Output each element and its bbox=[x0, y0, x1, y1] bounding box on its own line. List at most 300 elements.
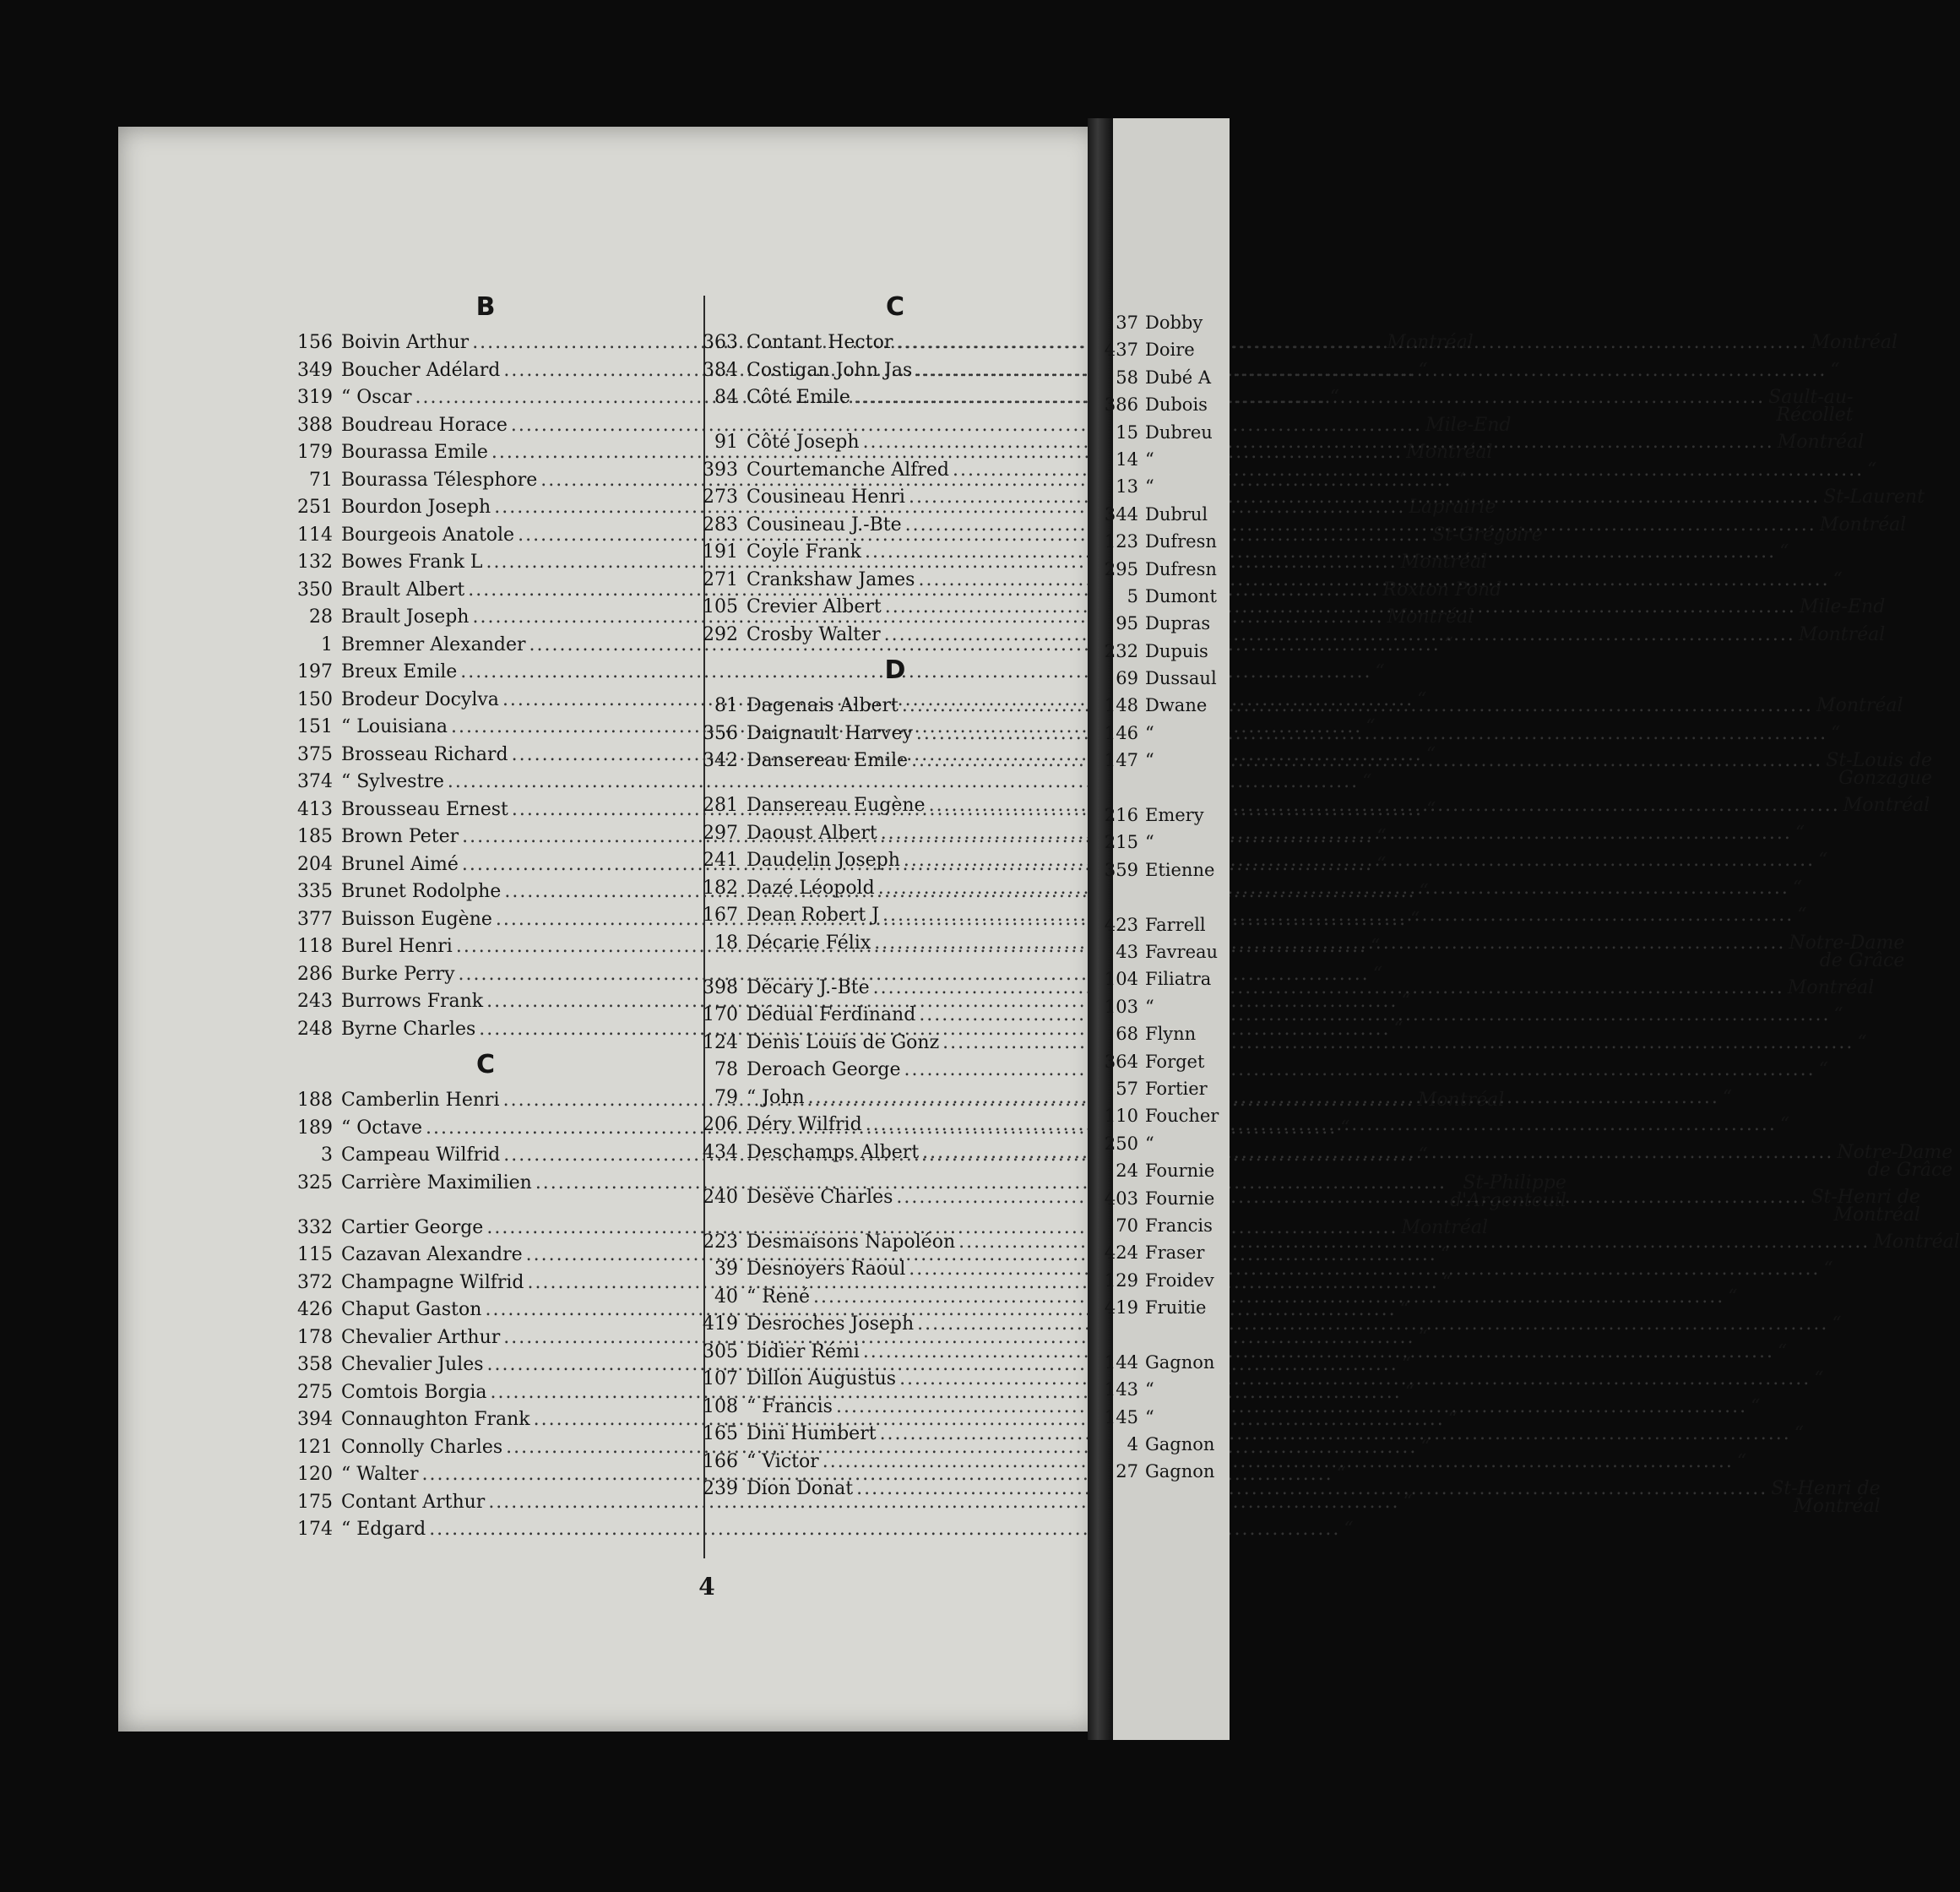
entry-name: “ Victor bbox=[747, 1450, 819, 1472]
list-item bbox=[1096, 556, 1219, 583]
entry-number: 151 bbox=[297, 716, 333, 737]
entry-name: Desève Charles bbox=[747, 1186, 893, 1208]
entry-place-line1: “ bbox=[1362, 771, 1372, 792]
leader-dots bbox=[902, 693, 1813, 720]
entry-place-line1: “ bbox=[1830, 359, 1840, 381]
leader-dots bbox=[905, 512, 1816, 540]
entry-place-line1: “ bbox=[1420, 1436, 1431, 1458]
entry-number: 275 bbox=[297, 1381, 333, 1403]
entry-name: Dobby bbox=[1145, 313, 1203, 333]
entry-place bbox=[1819, 1057, 1828, 1085]
entry-number: 386 bbox=[1104, 394, 1138, 416]
entry-name: Dubreu bbox=[1145, 421, 1213, 443]
entry-name: Deroach George bbox=[747, 1059, 901, 1080]
entry-place bbox=[1834, 1002, 1843, 1030]
entry-place bbox=[1793, 875, 1802, 903]
entry-name: “ bbox=[1145, 750, 1154, 771]
entry-place-line1: St-Henri de bbox=[1811, 1186, 1920, 1208]
entry-number: 384 bbox=[703, 359, 738, 381]
list-item bbox=[1096, 1458, 1219, 1485]
entry-place bbox=[1780, 1112, 1789, 1139]
entry-number: 216 bbox=[1104, 805, 1138, 826]
entry-name: “ bbox=[1145, 476, 1154, 497]
entry-number: 14 bbox=[1116, 449, 1138, 470]
leader-dots bbox=[885, 594, 1796, 622]
entry-place-line1: Mile-End bbox=[1799, 596, 1886, 617]
entry-name: Flynn bbox=[1145, 1024, 1197, 1045]
entry-name: Desroches Joseph bbox=[747, 1313, 915, 1335]
entry-number: 110 bbox=[1104, 1106, 1138, 1127]
entry-number: 37 bbox=[1116, 313, 1138, 333]
entry-number: 95 bbox=[1116, 613, 1138, 634]
entry-name: Dédual Ferdinand bbox=[747, 1004, 916, 1025]
entry-place bbox=[1795, 820, 1805, 848]
entry-number: 40 bbox=[714, 1286, 738, 1308]
entry-name: “ Edgard bbox=[341, 1519, 426, 1540]
leader-dots bbox=[881, 820, 1792, 848]
entry-name: Burrows Frank bbox=[341, 991, 484, 1012]
leader-dots bbox=[919, 1002, 1830, 1030]
entry-number: 182 bbox=[703, 877, 738, 899]
entry-number: 204 bbox=[297, 853, 333, 875]
entry-place-line1: Montréal bbox=[1798, 623, 1886, 645]
entry-number: 191 bbox=[703, 541, 738, 563]
entry-name: Desmaisons Napoléon bbox=[747, 1231, 956, 1253]
entry-place-line1: “ bbox=[1401, 991, 1411, 1012]
entry-place-line1: “ bbox=[1365, 716, 1376, 737]
list-item bbox=[1096, 1157, 1219, 1184]
entry-place-line1: “ bbox=[1867, 459, 1877, 481]
entry-name: Boucher Adélard bbox=[341, 359, 501, 381]
entry-name: Cazavan Alexandre bbox=[341, 1244, 523, 1265]
entry-number: 232 bbox=[1104, 640, 1138, 661]
leader-dots bbox=[917, 1311, 1828, 1339]
entry-place bbox=[1831, 720, 1840, 748]
entry-place-line1: “ bbox=[1797, 905, 1807, 926]
entry-name: Dini Humbert bbox=[747, 1423, 877, 1444]
leader-dots bbox=[854, 384, 1765, 412]
list-item bbox=[1096, 1212, 1219, 1239]
entry-name: Dubois bbox=[1145, 394, 1208, 416]
entry-number: 28 bbox=[309, 606, 333, 628]
entry-number: 144 bbox=[1104, 1351, 1138, 1373]
page-number: 4 bbox=[698, 1573, 715, 1601]
entry-number: 91 bbox=[714, 432, 738, 453]
entry-number: 69 bbox=[1116, 668, 1138, 689]
leader-dots bbox=[866, 1112, 1777, 1139]
list-item bbox=[1096, 309, 1219, 336]
entry-number: 13 bbox=[1116, 476, 1138, 497]
list-item bbox=[1096, 1185, 1219, 1212]
entry-number: 273 bbox=[703, 487, 738, 508]
entry-name: Bourgeois Anatole bbox=[341, 524, 515, 546]
list-item bbox=[1096, 883, 1219, 911]
list-item bbox=[287, 1489, 1413, 1517]
entry-name: Chevalier Jules bbox=[341, 1354, 484, 1375]
entry-number: 27 bbox=[1116, 1461, 1138, 1482]
entry-place bbox=[1788, 975, 1874, 1003]
entry-name: Foucher bbox=[1145, 1106, 1219, 1127]
entry-name: Côté Joseph bbox=[747, 432, 860, 453]
entry-name: Froidev bbox=[1145, 1269, 1214, 1291]
entry-name: Farrell bbox=[1145, 914, 1206, 935]
entry-number: 349 bbox=[297, 359, 333, 381]
entry-name: Bourdon Joseph bbox=[341, 497, 491, 518]
entry-name: Brousseau Ernest bbox=[341, 798, 508, 820]
list-item bbox=[1096, 720, 1219, 747]
entry-place-line1: St-Henri de bbox=[1771, 1478, 1881, 1499]
entry-number: 363 bbox=[703, 332, 738, 353]
entry-number: 437 bbox=[1104, 340, 1138, 361]
entry-place-line1: “ bbox=[1371, 936, 1381, 957]
entry-name: Emery bbox=[1145, 805, 1204, 826]
entry-place bbox=[1832, 1311, 1841, 1339]
entry-number: 81 bbox=[714, 695, 738, 716]
entry-number: 24 bbox=[1116, 1161, 1138, 1182]
entry-place-line1: “ bbox=[1832, 1313, 1842, 1335]
entry-number: 358 bbox=[297, 1354, 333, 1375]
entry-place-line1: “ bbox=[1722, 1086, 1733, 1108]
entry-place bbox=[1375, 659, 1384, 687]
entry-place-line1: “ bbox=[1340, 1117, 1350, 1139]
leader-dots bbox=[922, 1139, 1833, 1167]
entry-place-line1: Montréal bbox=[1387, 606, 1474, 628]
entry-number: 150 bbox=[297, 688, 333, 710]
entry-number: 120 bbox=[297, 1464, 333, 1485]
entry-place-line1: “ bbox=[1426, 798, 1436, 820]
leader-dots bbox=[911, 748, 1822, 775]
leader-dots bbox=[915, 357, 1827, 385]
entry-name: Burke Perry bbox=[341, 963, 455, 985]
entry-name: “ Octave bbox=[341, 1117, 423, 1139]
entry-place-line1: “ bbox=[1818, 850, 1828, 871]
entry-number: 145 bbox=[1104, 1406, 1138, 1427]
entry-name: Crankshaw James bbox=[747, 568, 915, 590]
entry-name: Brunet Rodolphe bbox=[341, 881, 502, 902]
entry-place-line1: Roxton Pond bbox=[1382, 579, 1502, 601]
entry-name: Gagnon bbox=[1145, 1434, 1215, 1455]
entry-name: Bowes Frank L bbox=[341, 552, 483, 573]
entry-name: Connolly Charles bbox=[341, 1436, 503, 1458]
entry-number: 243 bbox=[297, 991, 333, 1012]
entry-number: 239 bbox=[703, 1478, 738, 1499]
leader-dots bbox=[856, 1476, 1767, 1503]
entry-name: Contant Arthur bbox=[341, 1491, 486, 1513]
entry-name: Dean Robert J bbox=[747, 905, 880, 926]
entry-name: Fraser bbox=[1145, 1242, 1205, 1264]
list-item bbox=[1096, 965, 1219, 992]
entry-number: 103 bbox=[1104, 996, 1138, 1017]
entry-number: 332 bbox=[297, 1216, 333, 1238]
leader-dots bbox=[909, 1256, 1820, 1284]
entry-name: Byrne Charles bbox=[341, 1018, 476, 1040]
entry-name: “ John bbox=[747, 1086, 805, 1108]
entry-place bbox=[1857, 1030, 1866, 1057]
entry-number: 281 bbox=[703, 795, 738, 816]
entry-number: 165 bbox=[703, 1423, 738, 1444]
entry-number: 114 bbox=[297, 524, 333, 546]
list-item bbox=[1096, 391, 1219, 418]
entry-place bbox=[1778, 429, 1864, 457]
leader-dots bbox=[909, 484, 1820, 512]
list-item bbox=[1096, 1239, 1219, 1266]
entry-name: Brault Joseph bbox=[341, 606, 470, 628]
entry-name: Déry Wilfrid bbox=[747, 1114, 862, 1135]
entry-number: 403 bbox=[1104, 1188, 1138, 1209]
entry-place-line2: de Grâce bbox=[1867, 1159, 1953, 1181]
list-item bbox=[1096, 583, 1219, 610]
entry-number: 189 bbox=[297, 1117, 333, 1139]
entry-name: Boudreau Horace bbox=[341, 414, 508, 436]
entry-number: 292 bbox=[703, 623, 738, 645]
entry-name: Francis bbox=[1145, 1215, 1213, 1236]
entry-number: 434 bbox=[703, 1141, 738, 1163]
list-item bbox=[1096, 1075, 1219, 1102]
leader-dots bbox=[899, 1366, 1811, 1394]
entry-number: 5 bbox=[1127, 585, 1138, 606]
entry-number: 174 bbox=[297, 1519, 333, 1540]
list-item bbox=[1096, 802, 1219, 829]
entry-place-line1: “ bbox=[1425, 743, 1436, 765]
entry-place-line1: St-Louis de bbox=[1826, 750, 1933, 771]
entry-name: Côté Emile bbox=[747, 387, 850, 408]
entry-name: “ Francis bbox=[747, 1395, 833, 1417]
entry-name: Favreau bbox=[1145, 941, 1219, 962]
right-partial-column bbox=[1096, 309, 1219, 1486]
entry-place-line1: “ bbox=[1404, 1381, 1414, 1403]
list-item bbox=[287, 1516, 1354, 1544]
entry-place bbox=[1867, 457, 1876, 485]
leader-dots bbox=[863, 429, 1774, 457]
entry-place bbox=[1728, 1284, 1737, 1312]
entry-place-line1: “ bbox=[1376, 826, 1387, 847]
entry-name: Crosby Walter bbox=[747, 623, 881, 645]
entry-place-line1: St-Laurent bbox=[1823, 487, 1925, 508]
entry-name: Brunel Aimé bbox=[341, 853, 459, 875]
entry-place-line1: Montréal bbox=[1811, 332, 1898, 353]
entry-place-line1: “ bbox=[1794, 822, 1805, 844]
entry-number: 394 bbox=[297, 1409, 333, 1430]
entry-place-line1: “ bbox=[1375, 661, 1385, 682]
entry-number: 223 bbox=[703, 1231, 738, 1253]
entry-place bbox=[1833, 567, 1843, 595]
entry-number: 15 bbox=[1116, 421, 1138, 443]
entry-place bbox=[1771, 1480, 1880, 1515]
entry-number: 175 bbox=[297, 1491, 333, 1513]
list-item bbox=[1096, 419, 1219, 446]
entry-place bbox=[1873, 1229, 1959, 1257]
section-letter-b: B bbox=[475, 292, 496, 322]
entry-place bbox=[1779, 539, 1789, 567]
list-item bbox=[692, 1311, 1842, 1339]
entry-place-line1: “ bbox=[1831, 722, 1841, 744]
entry-number: 342 bbox=[703, 750, 738, 771]
entry-number: 215 bbox=[1104, 832, 1138, 853]
entry-place bbox=[1344, 1516, 1353, 1544]
entry-number: 39 bbox=[714, 1259, 738, 1280]
list-item bbox=[692, 1476, 1881, 1520]
entry-name: Dansereau Eugène bbox=[747, 795, 926, 816]
entry-number: 58 bbox=[1116, 367, 1138, 388]
leader-dots bbox=[904, 847, 1815, 875]
entry-number: 105 bbox=[703, 596, 738, 617]
entry-place-line1: “ bbox=[1344, 1519, 1354, 1540]
entry-place-line1: St-Philippe bbox=[1463, 1172, 1566, 1193]
entry-place-line2: Montréal bbox=[1794, 1496, 1881, 1517]
entry-number: 84 bbox=[714, 387, 738, 408]
entry-name: Dagenais Albert bbox=[747, 695, 899, 716]
entry-number: 240 bbox=[703, 1186, 738, 1208]
list-item bbox=[1096, 1349, 1219, 1376]
entry-place-line1: Montréal bbox=[1417, 1090, 1505, 1111]
leader-dots bbox=[836, 1394, 1747, 1422]
entry-name: “ bbox=[1145, 722, 1154, 743]
list-item bbox=[1096, 446, 1219, 473]
entry-number: 104 bbox=[1104, 969, 1138, 990]
entry-name: “ bbox=[1145, 1406, 1154, 1427]
entry-name: Cousineau J.-Bte bbox=[747, 514, 902, 536]
leader-dots bbox=[873, 975, 1784, 1003]
entry-number: 419 bbox=[703, 1313, 738, 1335]
leader-dots bbox=[896, 1184, 1807, 1212]
entry-place-line1: “ bbox=[1393, 1018, 1403, 1040]
entry-place-line1: “ bbox=[1419, 881, 1429, 902]
list-item bbox=[1096, 336, 1219, 363]
entry-name: Dion Donat bbox=[747, 1478, 854, 1499]
entry-number: 283 bbox=[703, 514, 738, 536]
entry-number: 147 bbox=[1104, 750, 1138, 771]
entry-name: Contant Hector bbox=[747, 332, 893, 353]
entry-number: 251 bbox=[297, 497, 333, 518]
entry-name: Dubrul bbox=[1145, 503, 1208, 525]
entry-name: Dumont bbox=[1145, 585, 1217, 606]
entry-number: 146 bbox=[1104, 722, 1138, 743]
entry-number: 372 bbox=[297, 1271, 333, 1293]
list-item bbox=[1096, 775, 1219, 802]
entry-place-line1: “ bbox=[1376, 853, 1387, 875]
entry-name: Fruitie bbox=[1145, 1297, 1207, 1318]
leader-dots bbox=[942, 1030, 1854, 1057]
entry-number: 79 bbox=[714, 1086, 738, 1108]
entry-place-line1: “ bbox=[1441, 1271, 1452, 1293]
list-item bbox=[287, 769, 1372, 796]
entry-name: Desnoyers Raoul bbox=[747, 1259, 906, 1280]
list-item bbox=[1096, 1267, 1219, 1294]
entry-name: Crevier Albert bbox=[747, 596, 882, 617]
list-item bbox=[1096, 1102, 1219, 1129]
entry-place-line1: Notre-Dame bbox=[1789, 932, 1905, 954]
leader-dots bbox=[916, 720, 1827, 748]
leader-dots bbox=[874, 930, 1785, 958]
leader-dots bbox=[896, 329, 1807, 357]
entry-name: Dillon Augustus bbox=[747, 1368, 897, 1389]
entry-number: 374 bbox=[297, 771, 333, 792]
entry-name: Courtemanche Alfred bbox=[747, 459, 949, 481]
entry-name: Dussaul bbox=[1145, 668, 1217, 689]
entry-number: 132 bbox=[297, 552, 333, 573]
entry-place-line1: Montréal bbox=[1400, 552, 1488, 573]
entry-place-line1: “ bbox=[1857, 1031, 1867, 1053]
entry-place-line1: St-Grégoire bbox=[1432, 524, 1543, 546]
entry-name: Deschamps Albert bbox=[747, 1141, 920, 1163]
entry-name: Champagne Wilfrid bbox=[341, 1271, 524, 1293]
entry-name: Brown Peter bbox=[341, 826, 459, 847]
entry-place bbox=[1814, 1366, 1823, 1394]
entry-number: 108 bbox=[703, 1395, 738, 1417]
entry-number: 18 bbox=[714, 932, 738, 954]
entry-name: Costigan John Jas bbox=[747, 359, 913, 381]
entry-number: 115 bbox=[297, 1244, 333, 1265]
entry-number: 156 bbox=[297, 332, 333, 353]
entry-place-line1: Montréal bbox=[1819, 514, 1907, 536]
entry-number: 375 bbox=[297, 743, 333, 765]
entry-place-line1: “ bbox=[1736, 1450, 1747, 1472]
leader-dots bbox=[918, 567, 1829, 595]
leader-dots bbox=[882, 902, 1794, 930]
entry-number: 325 bbox=[297, 1172, 333, 1193]
entry-place-line1: “ bbox=[1823, 1259, 1833, 1280]
entry-number: 319 bbox=[297, 387, 333, 408]
entry-place bbox=[1843, 792, 1930, 820]
entry-place-line1: “ bbox=[1779, 541, 1789, 563]
next-page-partial bbox=[1104, 118, 1230, 1740]
list-item bbox=[1096, 829, 1219, 856]
entry-number: 359 bbox=[1104, 859, 1138, 880]
entry-name: Chaput Gaston bbox=[341, 1299, 482, 1320]
entry-name: Gagnon bbox=[1145, 1461, 1215, 1482]
entry-number: 3 bbox=[321, 1144, 333, 1166]
entry-name: Comtois Borgia bbox=[341, 1381, 487, 1403]
entry-number: 350 bbox=[297, 579, 333, 601]
entry-number: 241 bbox=[703, 850, 738, 871]
entry-place-line1: Notre-Dame bbox=[1837, 1141, 1953, 1163]
leader-dots bbox=[863, 1339, 1774, 1367]
entry-place-line1: “ bbox=[1418, 1326, 1428, 1348]
entry-place bbox=[1789, 934, 1904, 970]
entry-place bbox=[1751, 1394, 1760, 1422]
entry-number: 107 bbox=[703, 1368, 738, 1389]
entry-number: 123 bbox=[1104, 531, 1138, 552]
entry-place bbox=[1818, 847, 1827, 875]
entry-number: 271 bbox=[703, 568, 738, 590]
entry-place-line1: “ bbox=[1418, 359, 1428, 381]
entry-place-line1: “ bbox=[1751, 1395, 1761, 1417]
entry-name: Fournie bbox=[1145, 1188, 1215, 1209]
entry-number: 419 bbox=[1104, 1297, 1138, 1318]
section-letter-c-mid: C bbox=[885, 292, 905, 322]
entry-place bbox=[1794, 1421, 1804, 1449]
entry-name: Bourassa Télesphore bbox=[341, 469, 538, 491]
entry-number: 388 bbox=[297, 414, 333, 436]
entry-name: “ bbox=[1145, 1379, 1154, 1400]
entry-number: 71 bbox=[309, 469, 333, 491]
entry-name: Dansereau Emile bbox=[747, 750, 909, 771]
entry-place-line1: Laprairie bbox=[1409, 497, 1496, 518]
entry-place-line1: Mile-End bbox=[1425, 414, 1512, 436]
entry-place-line2: Montréal bbox=[1833, 1204, 1920, 1226]
entry-number: 178 bbox=[297, 1326, 333, 1348]
entry-place-line1: Montréal bbox=[1787, 976, 1875, 998]
entry-place bbox=[1737, 1449, 1746, 1476]
list-item bbox=[1096, 1376, 1219, 1403]
list-item bbox=[692, 875, 1803, 903]
entry-place-line2: Gonzague bbox=[1838, 768, 1933, 789]
leader-dots bbox=[878, 875, 1789, 903]
entry-name: Décarie Félix bbox=[747, 932, 871, 954]
entry-name: “ bbox=[1145, 1133, 1154, 1154]
entry-number: 305 bbox=[703, 1340, 738, 1362]
entry-place bbox=[1768, 389, 1853, 424]
